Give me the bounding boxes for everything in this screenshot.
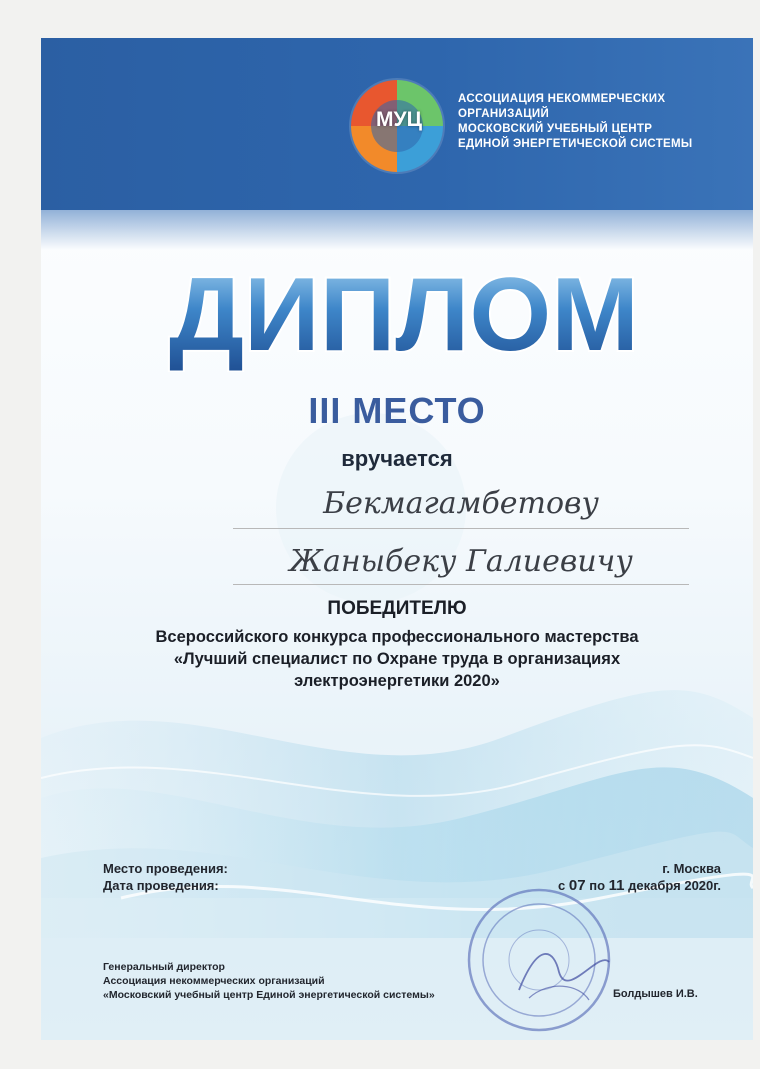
organization-name bbox=[458, 92, 748, 152]
venue-place-label: Место проведения: bbox=[103, 861, 228, 876]
director-block bbox=[103, 960, 435, 1002]
surname-rule bbox=[233, 528, 689, 529]
contest-line: электроэнергетики 2020» bbox=[294, 672, 500, 690]
place-heading: III МЕСТО bbox=[308, 390, 486, 431]
recipient-surname: Бекмагамбетову bbox=[323, 486, 599, 521]
contest-line: Всероссийского конкурса профессионального мастерства bbox=[155, 628, 639, 646]
venue-city: г. Москва bbox=[662, 861, 721, 876]
director-org-full: «Московский учебный центр Единой энергетической системы» bbox=[103, 989, 435, 1001]
signer-name: Болдышев И.В. bbox=[613, 988, 698, 1000]
logo-abbreviation: МУЦ bbox=[376, 108, 422, 131]
contest-description bbox=[41, 626, 753, 692]
date-start: 07 bbox=[568, 877, 586, 894]
venue-labels bbox=[103, 860, 228, 894]
org-line: ОРГАНИЗАЦИЙ bbox=[458, 108, 550, 120]
director-org: Ассоциация некоммерческих организаций bbox=[103, 975, 325, 987]
date-suffix: декабря 2020г. bbox=[628, 878, 721, 893]
given-name-rule bbox=[233, 584, 689, 585]
venue-date-label: Дата проведения: bbox=[103, 878, 219, 893]
director-title: Генеральный директор bbox=[103, 961, 225, 973]
winner-label: ПОБЕДИТЕЛЮ bbox=[327, 598, 467, 619]
official-stamp-icon bbox=[459, 880, 619, 1040]
diploma-sheet bbox=[41, 38, 753, 1040]
date-prefix: с bbox=[558, 878, 566, 893]
header-fade bbox=[41, 210, 753, 250]
org-line: АССОЦИАЦИЯ НЕКОММЕРЧЕСКИХ bbox=[458, 93, 666, 105]
title-text: ДИПЛОМ bbox=[169, 257, 639, 372]
org-line: МОСКОВСКИЙ УЧЕБНЫЙ ЦЕНТР bbox=[458, 123, 653, 135]
contest-line: «Лучший специалист по Охране труда в организациях bbox=[173, 650, 621, 668]
recipient-given-name: Жаныбеку Галиевичу bbox=[289, 544, 633, 579]
date-mid: по bbox=[589, 878, 606, 893]
date-end: 11 bbox=[608, 877, 625, 894]
org-line: ЕДИНОЙ ЭНЕРГЕТИЧЕСКОЙ СИСТЕМЫ bbox=[458, 138, 693, 150]
diploma-title bbox=[159, 252, 649, 372]
awarded-label: вручается bbox=[341, 446, 453, 471]
